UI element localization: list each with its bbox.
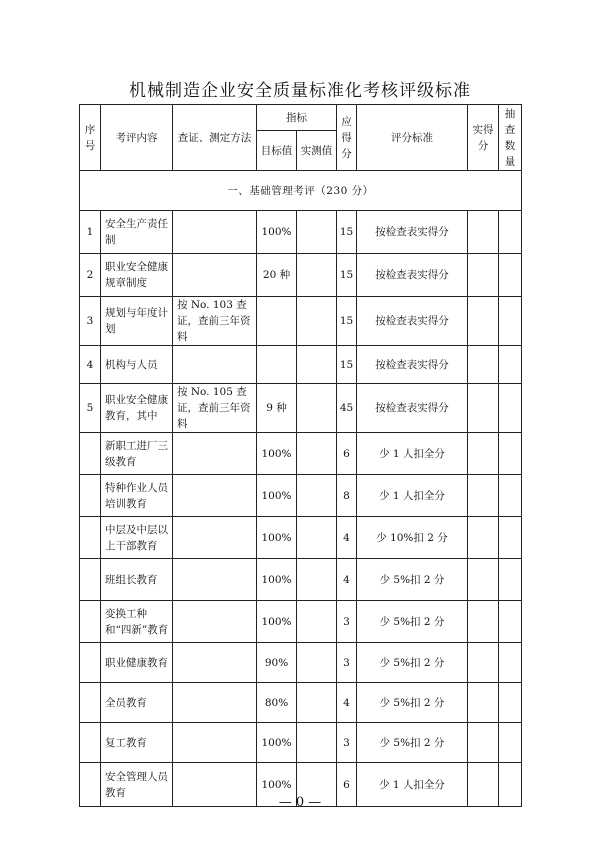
table-row — [80, 601, 522, 643]
cell-score: 3 — [337, 601, 357, 643]
table-row — [80, 723, 522, 763]
cell-method — [173, 254, 257, 297]
cell-seq — [80, 433, 101, 475]
table-body — [80, 105, 522, 807]
cell-actual — [468, 346, 499, 384]
cell-content: 中层及中层以上干部教育 — [101, 517, 173, 559]
header-row-1 — [80, 105, 522, 131]
cell-content: 职业安全健康规章制度 — [101, 254, 173, 297]
cell-criteria: 少 5%扣 2 分 — [357, 559, 468, 601]
cell-criteria: 按检查表实得分 — [357, 346, 468, 384]
cell-criteria: 少 1 人扣全分 — [357, 763, 468, 807]
cell-sample — [499, 517, 522, 559]
cell-seq: 1 — [80, 211, 101, 254]
cell-sample — [499, 601, 522, 643]
cell-method: 按 No. 105 查证，查前三年资料 — [173, 384, 257, 433]
table-row — [80, 211, 522, 254]
cell-seq: 2 — [80, 254, 101, 297]
cell-content: 变换工种和“四新”教育 — [101, 601, 173, 643]
cell-method — [173, 643, 257, 683]
table-row — [80, 475, 522, 517]
header-seq: 序号 — [80, 105, 101, 171]
cell-sample — [499, 723, 522, 763]
page-number: — 0 — — [278, 795, 322, 810]
cell-measured — [297, 211, 337, 254]
header-sample: 抽查数量 — [499, 105, 522, 171]
cell-score: 45 — [337, 384, 357, 433]
cell-criteria: 按检查表实得分 — [357, 297, 468, 346]
cell-method — [173, 211, 257, 254]
header-method: 查证、测定方法 — [173, 105, 257, 171]
cell-target: 80% — [257, 683, 297, 723]
cell-actual — [468, 559, 499, 601]
cell-method — [173, 683, 257, 723]
cell-actual — [468, 601, 499, 643]
page-title: 机械制造企业安全质量标准化考核评级标准 — [129, 81, 471, 101]
cell-measured — [297, 433, 337, 475]
cell-target: 100% — [257, 763, 297, 807]
cell-sample — [499, 211, 522, 254]
cell-content: 职业安全健康教育，其中 — [101, 384, 173, 433]
cell-measured — [297, 723, 337, 763]
table-row — [80, 433, 522, 475]
header-measured: 实测值 — [297, 131, 337, 171]
cell-criteria: 按检查表实得分 — [357, 211, 468, 254]
cell-actual — [468, 211, 499, 254]
cell-measured — [297, 683, 337, 723]
cell-seq: 4 — [80, 346, 101, 384]
cell-measured — [297, 346, 337, 384]
cell-sample — [499, 346, 522, 384]
cell-criteria: 少 5%扣 2 分 — [357, 723, 468, 763]
table-row — [80, 297, 522, 346]
cell-measured — [297, 643, 337, 683]
cell-seq: 3 — [80, 297, 101, 346]
cell-content: 职业健康教育 — [101, 643, 173, 683]
cell-score: 4 — [337, 517, 357, 559]
table-row — [80, 384, 522, 433]
cell-seq — [80, 517, 101, 559]
cell-content: 机构与人员 — [101, 346, 173, 384]
cell-content: 新职工进厂三级教育 — [101, 433, 173, 475]
cell-method — [173, 517, 257, 559]
cell-sample — [499, 384, 522, 433]
cell-sample — [499, 297, 522, 346]
cell-content: 复工教育 — [101, 723, 173, 763]
header-content: 考评内容 — [101, 105, 173, 171]
cell-target — [257, 297, 297, 346]
cell-target: 100% — [257, 475, 297, 517]
header-score: 应得分 — [337, 105, 357, 171]
cell-score: 6 — [337, 763, 357, 807]
cell-target: 100% — [257, 601, 297, 643]
cell-score: 3 — [337, 723, 357, 763]
table-row — [80, 254, 522, 297]
cell-seq — [80, 559, 101, 601]
cell-criteria: 少 1 人扣全分 — [357, 433, 468, 475]
cell-criteria: 按检查表实得分 — [357, 384, 468, 433]
cell-method — [173, 475, 257, 517]
cell-score: 6 — [337, 433, 357, 475]
cell-measured — [297, 559, 337, 601]
cell-seq — [80, 723, 101, 763]
cell-score: 15 — [337, 297, 357, 346]
cell-measured — [297, 475, 337, 517]
table-row — [80, 559, 522, 601]
cell-target: 100% — [257, 433, 297, 475]
header-criteria: 评分标准 — [357, 105, 468, 171]
cell-measured — [297, 601, 337, 643]
table-row — [80, 346, 522, 384]
cell-method — [173, 433, 257, 475]
cell-criteria: 少 5%扣 2 分 — [357, 601, 468, 643]
cell-score: 4 — [337, 559, 357, 601]
section-title: 一、基础管理考评（230 分） — [80, 171, 522, 211]
cell-sample — [499, 559, 522, 601]
cell-score: 15 — [337, 346, 357, 384]
cell-seq: 5 — [80, 384, 101, 433]
cell-target: 20 种 — [257, 254, 297, 297]
cell-content: 安全管理人员教育 — [101, 763, 173, 807]
cell-sample — [499, 683, 522, 723]
cell-target: 100% — [257, 559, 297, 601]
cell-actual — [468, 433, 499, 475]
table-row — [80, 683, 522, 723]
cell-method — [173, 601, 257, 643]
cell-criteria: 少 1 人扣全分 — [357, 475, 468, 517]
cell-actual — [468, 517, 499, 559]
cell-target: 100% — [257, 723, 297, 763]
cell-actual — [468, 683, 499, 723]
section-row — [80, 171, 522, 211]
cell-criteria: 少 5%扣 2 分 — [357, 643, 468, 683]
cell-measured — [297, 297, 337, 346]
header-indicator: 指标 — [257, 105, 337, 131]
cell-criteria: 按检查表实得分 — [357, 254, 468, 297]
cell-target: 100% — [257, 211, 297, 254]
cell-score: 15 — [337, 254, 357, 297]
cell-target: 9 种 — [257, 384, 297, 433]
cell-criteria: 少 10%扣 2 分 — [357, 517, 468, 559]
cell-score: 15 — [337, 211, 357, 254]
cell-content: 班组长教育 — [101, 559, 173, 601]
header-target: 目标值 — [257, 131, 297, 171]
cell-content: 规划与年度计划 — [101, 297, 173, 346]
header-actual: 实得分 — [468, 105, 499, 171]
cell-target: 100% — [257, 517, 297, 559]
cell-method: 按 No. 103 查证，查前三年资料 — [173, 297, 257, 346]
cell-content: 全员教育 — [101, 683, 173, 723]
cell-actual — [468, 254, 499, 297]
cell-seq — [80, 683, 101, 723]
cell-score: 4 — [337, 683, 357, 723]
cell-content: 特种作业人员培训教育 — [101, 475, 173, 517]
cell-content: 安全生产责任制 — [101, 211, 173, 254]
cell-measured — [297, 517, 337, 559]
table-row — [80, 517, 522, 559]
standards-table — [79, 104, 522, 807]
cell-sample — [499, 643, 522, 683]
cell-method — [173, 346, 257, 384]
cell-actual — [468, 475, 499, 517]
cell-sample — [499, 433, 522, 475]
cell-target — [257, 346, 297, 384]
cell-criteria: 少 5%扣 2 分 — [357, 683, 468, 723]
cell-sample — [499, 254, 522, 297]
table-row — [80, 643, 522, 683]
cell-score: 3 — [337, 643, 357, 683]
cell-seq — [80, 475, 101, 517]
cell-actual — [468, 297, 499, 346]
cell-method — [173, 723, 257, 763]
cell-method — [173, 559, 257, 601]
cell-actual — [468, 643, 499, 683]
cell-seq — [80, 601, 101, 643]
cell-measured — [297, 254, 337, 297]
cell-seq — [80, 643, 101, 683]
cell-actual — [468, 723, 499, 763]
cell-sample — [499, 475, 522, 517]
cell-target: 90% — [257, 643, 297, 683]
cell-score: 8 — [337, 475, 357, 517]
cell-measured — [297, 384, 337, 433]
cell-actual — [468, 384, 499, 433]
